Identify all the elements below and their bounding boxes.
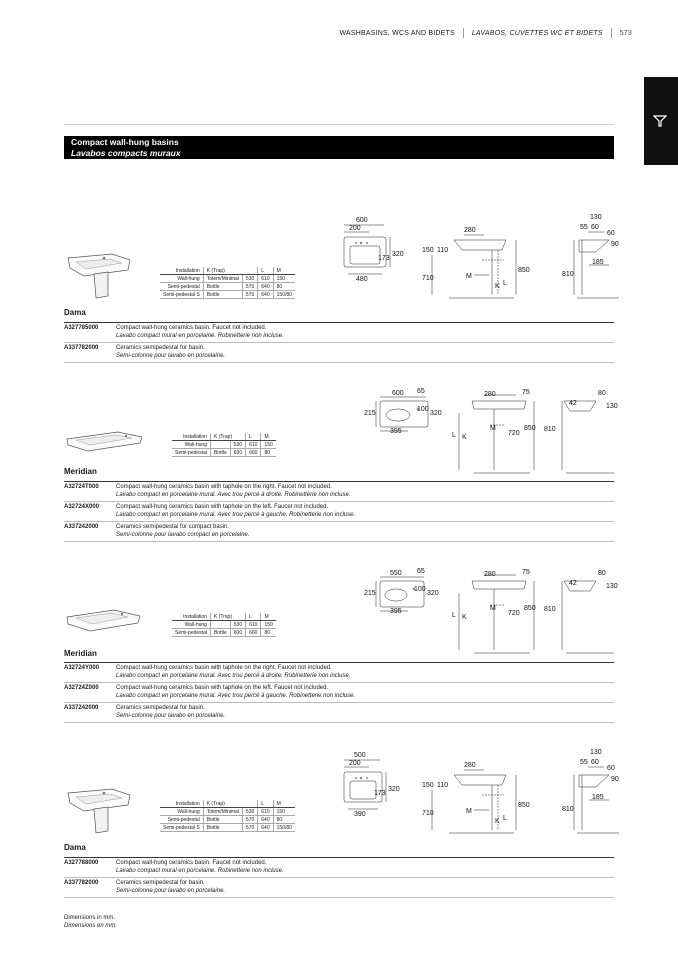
spec-table [172,433,276,457]
spec-cell: 530 [242,808,257,816]
spec-row [160,291,295,299]
spec-cell: 530 [242,275,257,283]
page-number: 573 [619,29,632,37]
item-desc-en: Compact wall-hung ceramics basin with taphole on the left. Faucet not included. [116,504,329,510]
dim-label: 550 [390,570,402,577]
spec-row [160,808,295,816]
dim-label: 150 [422,782,434,789]
spec-cell: Totem/Minimal [203,808,242,816]
item-code: A327788000 [64,860,99,866]
top-rule [64,124,614,125]
dim-label: 320 [427,590,439,597]
dim-label: 280 [484,391,496,398]
item-desc-fr: Lavabo compact en porcelaine mural. Avec trou percé à gauche. Robinetterie non incluse. [116,693,356,699]
dim-label: 850 [524,605,536,612]
list-item [64,343,614,363]
spec-row [160,824,295,832]
spec-cell: 570 [242,816,257,824]
spec-cell: Wall-hung [160,808,203,816]
footer-note-fr: Dimensions en mm. [64,923,118,929]
spec-cell: Semi-pedestal [160,816,203,824]
spec-cell: 150 [273,808,295,816]
spec-cell: 640 [258,283,273,291]
product-name: Dama [64,308,86,317]
item-code: A327785000 [64,325,99,331]
dim-label: 850 [518,267,530,274]
spec-cell: 570 [242,283,257,291]
spec-cell: 600 [230,629,245,637]
technical-drawing [334,745,624,835]
dim-label: 395 [390,428,402,435]
dim-label: 320 [430,410,442,417]
spec-row [172,441,276,449]
dim-label: 173 [378,255,390,262]
item-desc-en: Ceramics semipedestal for basin. [116,345,205,351]
spec-row [172,621,276,629]
spec-cell: 570 [242,291,257,299]
spec-cell: 80 [261,449,276,457]
spec-row [172,629,276,637]
dim-label: 810 [544,426,556,433]
product-name: Dama [64,843,86,852]
spec-cell [210,621,230,629]
item-desc-en: Ceramics semipedestal for compact basin. [116,524,230,530]
header-section-fr: LAVABOS, CUVETTES WC ET BIDETS [471,29,603,37]
item-code: A32724Y000 [64,665,100,671]
spec-row [160,816,295,824]
dim-label: K [495,818,500,825]
item-code: A32724X000 [64,504,100,510]
spec-header: Installation [172,613,210,621]
product-section-meridian [64,385,618,545]
spec-header: K (Trap) [203,267,258,275]
dim-label: 200 [349,225,361,232]
dim-label: 60 [591,224,599,231]
dim-label: 390 [354,811,366,818]
spec-cell: 150 [261,441,276,449]
spec-cell: 610 [246,441,261,449]
dim-label: 320 [388,786,400,793]
spec-cell: 80 [273,816,295,824]
spec-cell: 600 [230,449,245,457]
dim-label: 850 [518,802,530,809]
item-desc-fr: Lavabo compact en porcelaine mural. Avec trou percé à droite. Robinetterie non incluse. [116,673,351,679]
dim-label: 42 [569,580,577,587]
item-list [64,662,614,723]
dim-label: M [490,605,496,612]
banner-title-fr: Lavabos compacts muraux [71,147,181,158]
list-item [64,703,614,723]
item-code: A337242000 [64,705,99,711]
spec-header: K (Trap) [203,800,258,808]
list-item [64,482,614,502]
banner-title-en: Compact wall-hung basins [71,137,179,147]
spec-header: L [258,800,273,808]
dim-label: 65 [417,388,425,395]
item-desc-fr: Lavabo compact mural en porcelaine. Robinetterie non incluse. [116,868,284,874]
dim-label: 42 [569,400,577,407]
list-item [64,858,614,878]
dim-label: 320 [392,251,404,258]
list-item [64,522,614,542]
technical-drawing [334,385,624,475]
dim-label: 850 [524,425,536,432]
list-item [64,683,614,703]
dim-label: 130 [590,749,602,756]
spec-cell: 530 [230,441,245,449]
spec-cell: 150 [261,621,276,629]
item-desc-en: Compact wall-hung ceramics basin. Faucet not included. [116,860,267,866]
spec-header: M [261,433,276,441]
spec-cell: Semi-pedestal [172,449,210,457]
spec-header: M [273,267,295,275]
dim-label: 130 [606,403,618,410]
spec-header: Installation [172,433,210,441]
dim-label: 215 [364,590,376,597]
product-section-meridian [64,565,618,725]
spec-cell: Bottle [210,449,230,457]
spec-cell: Wall-hung [172,621,210,629]
dim-label: L [452,432,456,439]
dim-label: 65 [417,568,425,575]
spec-cell: Bottle [203,824,242,832]
spec-cell: 640 [258,816,273,824]
spec-cell: 150/80 [273,824,295,832]
dim-label: 500 [354,752,366,759]
dim-label: 60 [591,759,599,766]
list-item [64,878,614,898]
list-item [64,323,614,343]
dim-label: M [466,273,472,280]
item-desc-fr: Semi-colonne pour lavabo en porcelaine. [116,888,226,894]
item-desc-fr: Semi-colonne pour lavabo compact en porcelaine. [116,532,250,538]
item-list [64,322,614,363]
dim-label: 810 [562,271,574,278]
spec-cell: Wall-hung [172,441,210,449]
spec-row [160,275,295,283]
footer-note [64,914,117,930]
spec-cell: 80 [273,283,295,291]
list-item [64,663,614,683]
dim-label: 710 [422,810,434,817]
dim-label: 810 [544,606,556,613]
dim-label: L [452,612,456,619]
item-desc-fr: Semi-colonne pour lavabo en porcelaine. [116,713,226,719]
spec-cell: Bottle [203,291,242,299]
dim-label: 720 [508,430,520,437]
item-desc-en: Compact wall-hung ceramics basin with taphole on the left. Faucet not included. [116,685,329,691]
dim-label: 130 [606,583,618,590]
item-desc-en: Compact wall-hung ceramics basin with taphole on the right. Faucet not included. [116,665,332,671]
dim-label: 75 [522,569,530,576]
spec-cell: Bottle [210,629,230,637]
product-section-dama [64,740,619,900]
dim-label: 600 [392,390,404,397]
product-name: Meridian [64,467,97,476]
item-desc-fr: Semi-colonne pour lavabo en porcelaine. [116,353,226,359]
header-divider [611,28,612,38]
dim-label: 173 [374,790,386,797]
spec-header: M [273,800,295,808]
spec-cell: 660 [246,449,261,457]
spec-cell [210,441,230,449]
technical-drawing [334,210,624,300]
spec-cell: Semi-pedestal [160,283,203,291]
dim-label: 75 [522,389,530,396]
dim-label: K [495,283,500,290]
item-desc-en: Compact wall-hung ceramics basin with taphole on the right. Faucet not included. [116,484,332,490]
spec-cell: Semi-pedestal S [160,291,203,299]
spec-header: Installation [160,800,203,808]
page-header [339,28,632,38]
spec-cell: Semi-pedestal S [160,824,203,832]
spec-header: L [246,433,261,441]
spec-cell: 610 [246,621,261,629]
dim-label: L [503,280,507,287]
spec-cell: 610 [258,275,273,283]
dim-label: 280 [484,571,496,578]
dim-label: 100 [417,406,429,413]
dim-label: L [503,815,507,822]
spec-cell: 570 [242,824,257,832]
dim-label: 55 [580,224,588,231]
item-desc-fr: Lavabo compact en porcelaine mural. Avec trou percé à droite. Robinetterie non incluse. [116,492,351,498]
dim-label: 280 [464,762,476,769]
spec-row [160,283,295,291]
dim-label: K [462,614,467,621]
dim-label: 600 [356,217,368,224]
item-desc-en: Compact wall-hung ceramics basin. Faucet not included. [116,325,267,331]
basin-photo [64,427,144,457]
spec-cell: 530 [230,621,245,629]
item-code: A337782000 [64,880,99,886]
dim-label: 185 [592,794,604,801]
spec-cell: 640 [258,824,273,832]
item-code: A32724Z000 [64,685,99,691]
dim-label: 80 [598,390,606,397]
spec-header: L [246,613,261,621]
item-code: A32724T000 [64,484,99,490]
spec-header: K (Trap) [210,613,245,621]
dim-label: 90 [611,776,619,783]
basin-photo [64,785,134,835]
item-desc-en: Ceramics semipedestal for basin. [116,705,205,711]
dim-label: M [490,425,496,432]
dim-label: 150 [422,247,434,254]
item-list [64,857,614,898]
chapter-tab [644,77,678,165]
spec-cell: Wall-hung [160,275,203,283]
dim-label: 395 [390,608,402,615]
basin-tap-icon [653,114,667,128]
dim-label: 215 [364,410,376,417]
item-list [64,481,614,542]
dim-label: 100 [414,586,426,593]
dim-label: M [466,808,472,815]
dim-label: 185 [592,259,604,266]
item-code: A337782000 [64,345,99,351]
dim-label: 55 [580,759,588,766]
spec-table [160,800,295,832]
dim-label: 480 [356,276,368,283]
spec-table [160,267,295,299]
spec-row [172,449,276,457]
header-section-en: WASHBASINS, WCS AND BIDETS [339,29,455,37]
dim-label: 810 [562,806,574,813]
product-section-dama [64,205,619,365]
spec-header: L [258,267,273,275]
dim-label: 280 [464,227,476,234]
spec-header: M [261,613,276,621]
dim-label: 200 [349,760,361,767]
item-desc-fr: Lavabo compact mural en porcelaine. Robinetterie non incluse. [116,333,284,339]
dim-label: K [462,434,467,441]
dim-label: 110 [437,782,449,789]
dim-label: 80 [598,570,606,577]
header-divider [463,28,464,38]
dim-label: 710 [422,275,434,282]
spec-cell: Totem/Minimal [203,275,242,283]
dim-label: 110 [437,247,449,254]
technical-drawing [334,565,624,655]
spec-cell: 660 [246,629,261,637]
dim-label: 60 [607,765,615,772]
spec-cell: 150/80 [273,291,295,299]
spec-cell: 610 [258,808,273,816]
list-item [64,502,614,522]
spec-cell: Semi-pedestal [172,629,210,637]
spec-cell: 150 [273,275,295,283]
dim-label: 720 [508,610,520,617]
spec-cell: 80 [261,629,276,637]
spec-cell: 640 [258,291,273,299]
spec-cell: Bottle [203,283,242,291]
basin-photo [64,605,144,637]
dim-label: 90 [611,241,619,248]
footer-note-en: Dimensions in mm. [64,915,116,921]
dim-label: 130 [590,214,602,221]
section-banner [64,136,614,159]
dim-label: 60 [607,230,615,237]
spec-header: K (Trap) [210,433,245,441]
item-code: A337242000 [64,524,99,530]
item-desc-en: Ceramics semipedestal for basin. [116,880,205,886]
spec-cell: Bottle [203,816,242,824]
basin-photo [64,250,134,300]
product-name: Meridian [64,649,97,658]
spec-table [172,613,276,637]
item-desc-fr: Lavabo compact en porcelaine mural. Avec trou percé à gauche. Robinetterie non incluse. [116,512,356,518]
spec-header: Installation [160,267,203,275]
